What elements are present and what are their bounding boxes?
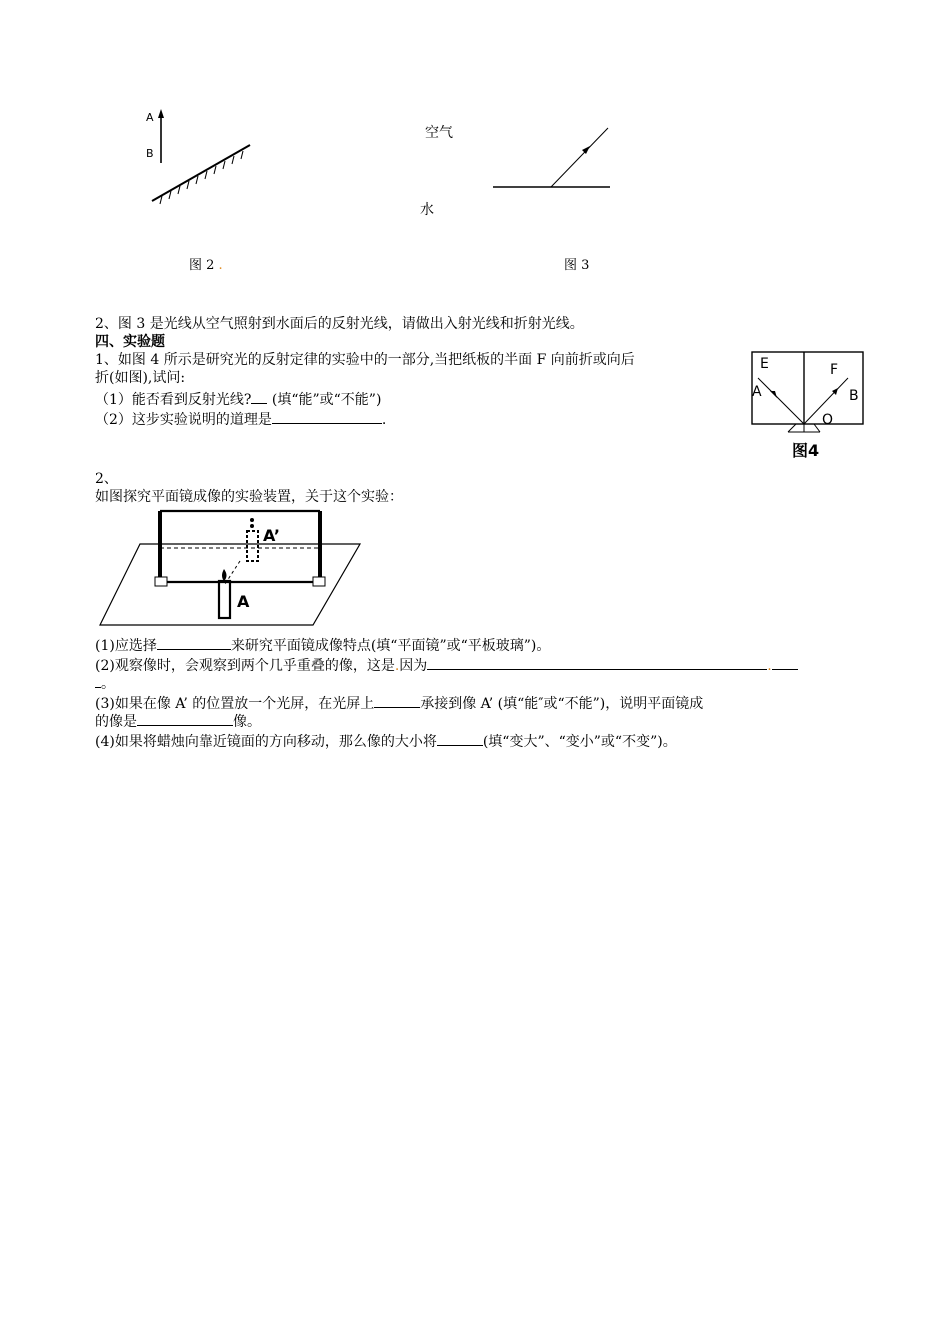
answer-blank[interactable] — [437, 731, 483, 746]
answer-blank[interactable] — [272, 409, 382, 424]
fig-label-a-prime: A’ — [263, 526, 280, 545]
exp1-line2: 折(如图),试问: — [95, 370, 186, 386]
question-2: 2、图 3 是光线从空气照射到水面后的反射光线，请做出入射光线和折射光线。 — [95, 316, 584, 332]
fig3-caption: 图 3 — [564, 258, 590, 273]
exp2-number: 2、 — [95, 471, 118, 487]
fig-label-a: A — [237, 592, 250, 611]
answer-blank[interactable] — [374, 693, 420, 708]
fig4-label-b: B — [849, 388, 859, 404]
fig4-label-f: F — [830, 362, 839, 378]
answer-blank[interactable] — [157, 635, 231, 650]
exp2-part-2-end: 。 — [95, 673, 115, 693]
fig3-label-water: 水 — [420, 202, 434, 218]
fig4-label-a: A — [752, 384, 762, 400]
exp2-intro: 如图探究平面镜成像的实验装置，关于这个实验： — [95, 489, 403, 505]
fig2-caption: 图 2 . — [189, 258, 223, 273]
figure-3 — [490, 124, 615, 194]
fig4-label-o: O — [822, 412, 834, 428]
exp2-part-2: (2)观察像时，会观察到两个几乎重叠的像，这是.因为 . — [95, 655, 798, 675]
figure-4 — [748, 348, 868, 463]
answer-blank[interactable] — [251, 389, 267, 404]
exp2-part-3-line2: 的像是 像。 — [95, 711, 261, 731]
exp1-question-2: （2）这步实验说明的道理是 . — [95, 409, 386, 429]
figure-2 — [140, 105, 260, 215]
exp1-question-1: （1）能否看到反射光线? (填“能”或“不能”) — [95, 389, 381, 409]
exp1-line1: 1、如图 4 所示是研究光的反射定律的实验中的一部分,当把纸板的半面 F 向前折或向后 — [95, 352, 635, 368]
blank-line — [772, 655, 798, 670]
mirror-line — [152, 145, 250, 204]
answer-blank[interactable] — [427, 655, 767, 670]
answer-blank[interactable] — [137, 711, 233, 726]
fig2-label-a: A — [146, 111, 154, 124]
exp2-part-1: (1)应选择 来研究平面镜成像特点(填“平面镜”或“平板玻璃”)。 — [95, 635, 550, 655]
plane-mirror-figure — [95, 506, 370, 630]
exp2-part-4: (4)如果将蜡烛向靠近镜面的方向移动，那么像的大小将 (填“变大”、“变小”或“不变”)。 — [95, 731, 677, 751]
fig3-label-air: 空气 — [425, 125, 453, 141]
fig2-label-b: B — [146, 147, 154, 160]
fig4-caption: 图4 — [792, 441, 820, 460]
section-title: 四、实验题 — [95, 334, 165, 350]
fig4-label-e: E — [760, 356, 769, 372]
exp2-part-3: (3)如果在像 A’ 的位置放一个光屏，在光屏上 承接到像 A’ (填“能″或“不能”)，说明平面镜成 — [95, 693, 703, 713]
